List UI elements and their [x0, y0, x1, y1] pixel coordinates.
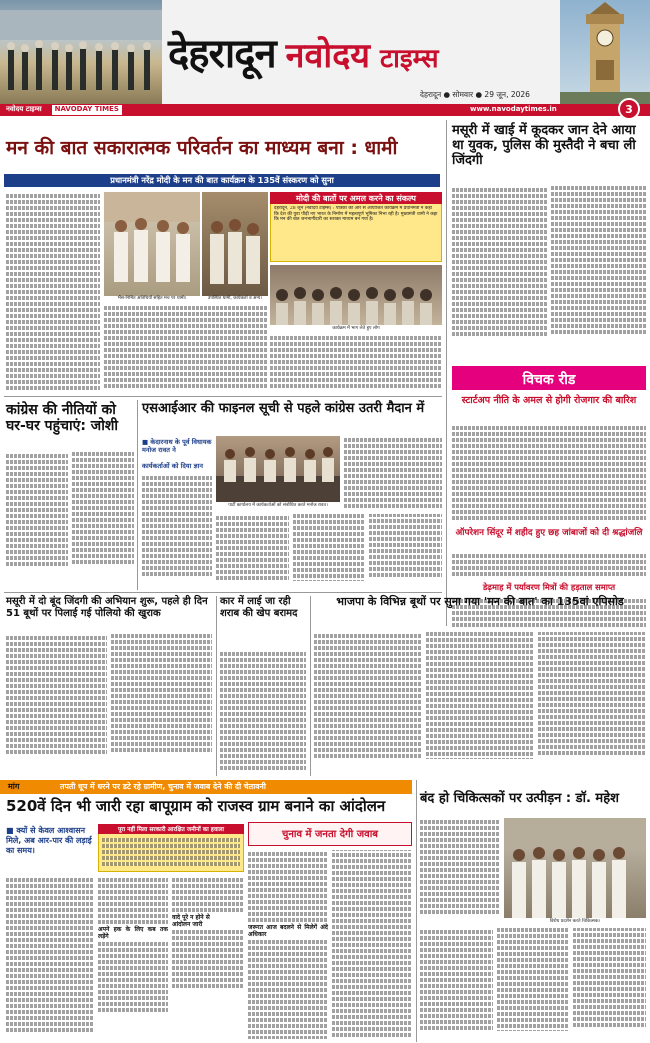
- masthead-photo-parade: [0, 0, 162, 104]
- strike-headline: डेढ़माह में पर्यावरण मित्रों की हड़ताल समाप्त: [482, 582, 616, 592]
- mussoorie-rescue-headline: मसूरी में खाई में कूदकर जान देने आया था युवक, पुलिस की मुस्तैदी ने बचा ली जिंदगी: [452, 123, 636, 168]
- masthead-paper-suffix: टाइम्स: [380, 44, 439, 74]
- lead-photo-1-figures: [104, 192, 200, 296]
- divider-bjp-left: [310, 596, 311, 776]
- masthead-city: देहरादून: [168, 31, 276, 77]
- masthead-paper: नवोदय: [285, 36, 370, 76]
- mahesh-body-col1: [420, 818, 500, 918]
- vichar-tag: विचक रीड: [522, 372, 576, 388]
- sir-headline: एसआईआर की फाइनल सूची से पहले कांग्रेस उतरी मैदान में: [142, 401, 425, 416]
- lead-subhead: प्रधानमंत्री नरेंद्र मोदी के मन की बात कार्यक्रम के 135वें संस्करण को सुना: [110, 175, 334, 185]
- bapugram-side-head: [6, 826, 94, 856]
- sindoor-body: [452, 552, 646, 582]
- bapugram-body-col4: [248, 850, 412, 1040]
- sir-bullet-2-text: कार्यकर्ताओं को दिया ज्ञान: [142, 462, 203, 470]
- lead-body-col1: [6, 192, 100, 392]
- lead-photo-3-audience: [270, 265, 442, 325]
- car-liquor-body: [220, 650, 306, 774]
- lead-caption-2: उपस्थित धामी, कार्यकर्ता व अन्य।: [207, 296, 263, 301]
- car-liquor-headline: कार में लाई जा रही शराब की खेप बरामद: [220, 596, 298, 619]
- mahesh-photo-doctors: [504, 818, 646, 918]
- masthead: [0, 0, 650, 116]
- lead-photo-2-figures: [202, 192, 268, 296]
- lead-caption-3: कार्यक्रम में भाग लेते हुए लोग: [332, 326, 380, 331]
- sir-photo-meeting: [216, 436, 340, 502]
- startup-headline: स्टार्टअप नीति के अमल से होगी रोजगार की बारिश: [461, 395, 637, 406]
- sir-bullet-1-text: केदारनाथ के पूर्व विधायक मनोज रावत ने: [142, 438, 212, 454]
- mahesh-headline: बंद हो चिकित्सकों पर उत्पीड़न : डॉ. महेश: [420, 791, 619, 806]
- lead-photo-1: [104, 192, 200, 296]
- sir-body-col3: [344, 436, 442, 512]
- bapugram-mid-head: चुनाव में जनता देगी जवाब: [281, 829, 379, 840]
- bjp-headline: भाजपा के विभिन्न बूथों पर सुना गया 'मन की बात' का 135वां एपिसोड: [336, 595, 624, 608]
- divider-mahesh-left: [416, 780, 417, 1042]
- bapugram-subhead-1: अपने हक के लिए कब तक लड़ेंगे: [98, 926, 168, 940]
- bapugram-box-body: [102, 836, 240, 870]
- sir-caption: पार्टी कार्यालय में कार्यकर्ताओं को संबोधित करते मनोज रावत।: [228, 503, 328, 508]
- lead-box-title: मोदी की बातों पर अमल करने का संकल्प: [296, 194, 416, 203]
- polio-body: [6, 634, 212, 774]
- mahesh-caption: विरोध प्रदर्शन करते चिकित्सक।: [549, 919, 601, 924]
- bapugram-body-col1: [6, 876, 94, 1040]
- sir-photo: [216, 436, 340, 502]
- mahesh-body-col2: [420, 928, 646, 1040]
- mussoorie-rescue-body: [452, 186, 646, 361]
- page-number: 3: [625, 102, 633, 116]
- congress-joshi-headline: कांग्रेस की नीतियों को घर-घर पहुंचाएं: जोशी: [6, 402, 118, 435]
- page-number-badge: [618, 98, 640, 120]
- sir-bullet-2: [142, 462, 212, 470]
- polio-headline: मसूरी में दो बूंद जिंदगी की अभियान शुरू, पहले ही दिन 51 बूथों पर पिलाई गई पोलियो की खुराक: [6, 596, 208, 619]
- startup-body: [452, 424, 646, 524]
- lead-body-col2: [104, 304, 268, 392]
- sir-bullet-1: [142, 438, 212, 454]
- masthead-website: www.navodaytimes.in: [470, 105, 557, 113]
- masthead-dateline: देहरादून ● सोमवार ● 29 जून, 2026: [420, 90, 530, 99]
- lead-photo-2: [202, 192, 268, 296]
- masthead-photo-clocktower: [560, 0, 650, 104]
- bullet-icon: ■: [142, 438, 151, 446]
- lead-headline: मन की बात सकारात्मक परिवर्तन का माध्यम बना : धामी: [6, 137, 398, 159]
- lead-body-col3: [270, 334, 442, 392]
- demand-tag: मांग: [8, 782, 20, 791]
- strip-brand: [6, 105, 122, 115]
- bapugram-subhead-2: वादे पूरे न होने से: [172, 914, 210, 921]
- clocktower-icon: [560, 0, 650, 104]
- strip-brand-en: NAVODAY TIMES: [52, 105, 122, 115]
- parade-figures: [0, 0, 162, 104]
- demand-banner-text: तपती धूप में धरने पर डटे रहे ग्रामीण, चुनाव में जवाब देने की दी चेतावनी: [60, 782, 266, 791]
- bapugram-side-head-text: क्यों से केवल आश्वासन मिले, अब आर-पार की लड़ाई का समय।: [6, 826, 92, 855]
- lead-box-text: देहरादून, 28 जून (नवोदय टाइम्स) : पत्रिका की ओर से आयोजित कार्यक्रम में प्रधानमंत्री ने कहा कि देश की युवा पीढ़ी नए भारत के निर्माण में महत्वपूर्ण भूमिका निभा रही है। मुख्यमंत्री धामी ने कहा कि मन की बात जनभागीदारी का सशक्त माध्यम बन गया है।: [274, 206, 438, 223]
- divider-lead-bottom: [4, 396, 442, 397]
- sir-body-col2: [216, 514, 442, 588]
- lead-photo-3: [270, 265, 442, 325]
- mahesh-photo: [504, 818, 646, 918]
- bapugram-body-col3: [172, 876, 244, 1040]
- strip-brand-hindi: नवोदय टाइम्स: [6, 105, 42, 113]
- divider-car-left: [216, 596, 217, 776]
- bapugram-subhead-3: आंदोलन जारी: [172, 921, 203, 928]
- sir-body-col1: [142, 474, 212, 586]
- bapugram-box-head: पूरा नहीं मिला सरकारी आरक्षित जमीनों का हवाला: [117, 827, 225, 833]
- divider-sir-left: [137, 400, 138, 590]
- masthead-title: [168, 24, 558, 80]
- bapugram-headline: 520वें दिन भी जारी रहा बापूग्राम को राजस्व ग्राम बनाने का आंदोलन: [6, 797, 386, 815]
- bjp-body: [314, 632, 646, 774]
- bullet-icon: ■: [6, 826, 17, 835]
- sindoor-headline: ऑपरेशन सिंदूर में शहीद हुए छह जांबाजों को दी श्रद्धांजलि: [455, 528, 643, 538]
- bapugram-body-col2: [98, 876, 168, 1040]
- lead-caption-1: भैंस-निर्मित अतिथियों सहित मंच पर धामी।: [117, 296, 187, 301]
- divider-mid: [4, 592, 442, 593]
- divider-right-column: [446, 120, 447, 626]
- congress-joshi-body: [6, 452, 134, 587]
- bapugram-subhead-4: जरूरत आज बदलने से मिलेगें अंदे अधिकार: [248, 924, 328, 938]
